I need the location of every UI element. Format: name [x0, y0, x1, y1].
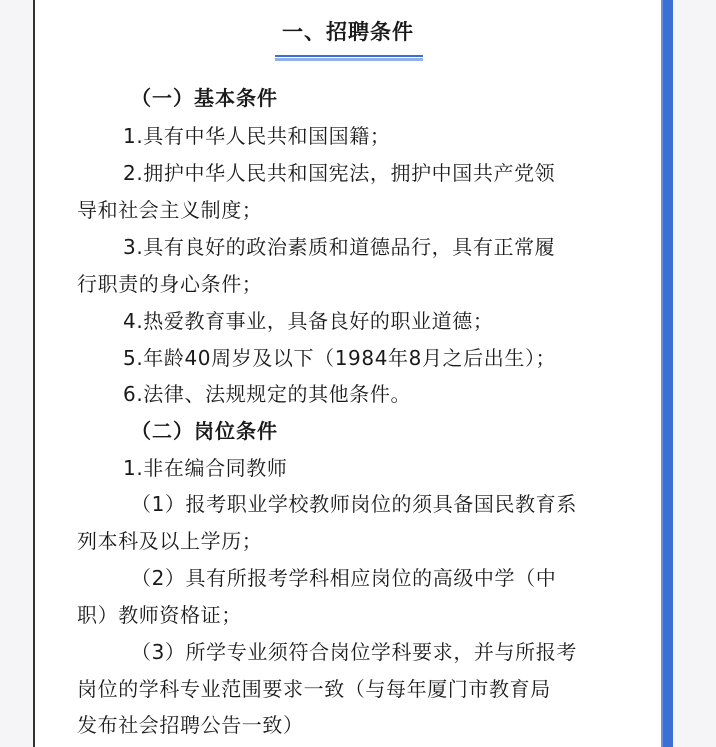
position-item: （2）具有所报考学科相应岗位的高级中学（中: [131, 566, 557, 590]
position-item: 发布社会招聘公告一致）: [77, 713, 304, 737]
position-item: （1）报考职业学校教师岗位的须具备国民教育系: [131, 492, 577, 516]
position-item: 1.非在编合同教师: [123, 456, 288, 480]
position-item: （3）所学专业须符合岗位学科要求，并与所报考: [131, 640, 577, 664]
basic-item: 6.法律、法规规定的其他条件。: [123, 382, 412, 406]
basic-item: 2.拥护中华人民共和国宪法，拥护中国共产党领: [123, 161, 556, 185]
position-conditions-heading: （二）岗位条件: [131, 419, 278, 443]
right-accent-bar: [661, 0, 673, 747]
title-underline-bar: [275, 55, 423, 57]
title-underline: [275, 55, 423, 61]
title-underline-bar: [275, 58, 423, 61]
basic-item: 导和社会主义制度；: [77, 198, 263, 222]
basic-item: 行职责的身心条件；: [77, 272, 263, 296]
position-item: 职）教师资格证；: [77, 603, 242, 627]
basic-item: 3.具有良好的政治素质和道德品行，具有正常履: [123, 235, 556, 259]
basic-item: 1.具有中华人民共和国国籍；: [123, 124, 391, 148]
article-body: [35, 0, 661, 747]
basic-conditions-heading: （一）基本条件: [131, 86, 278, 110]
position-item: 列本科及以上学历；: [77, 529, 263, 553]
basic-item: 5.年龄40周岁及以下（1984年8月之后出生）；: [123, 346, 557, 370]
position-item: 岗位的学科专业范围要求一致（与每年厦门市教育局: [77, 677, 551, 701]
section-title: 一、招聘条件: [282, 20, 414, 44]
basic-item: 4.热爱教育事业，具备良好的职业道德；: [123, 309, 494, 333]
